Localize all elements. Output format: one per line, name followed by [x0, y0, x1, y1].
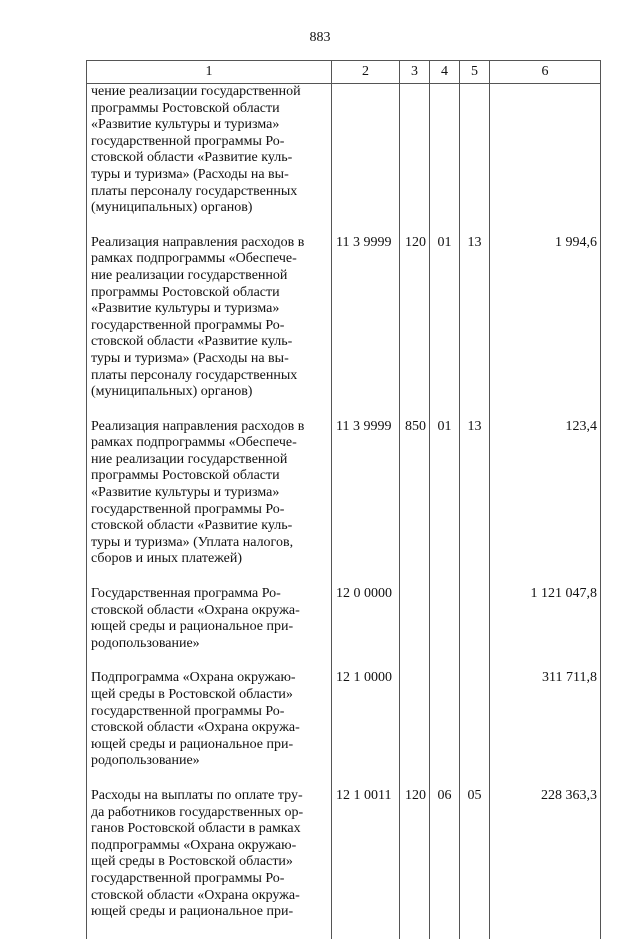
row-code: 11 3 9999	[332, 235, 400, 419]
row-description	[87, 586, 332, 670]
description-line: «Развитие культуры и туризма»	[91, 301, 280, 317]
description-line: ганов Ростовской области в рамках	[91, 821, 301, 837]
row-code: 12 0 0000	[332, 586, 400, 670]
table-row	[87, 419, 601, 586]
description-line: подпрограммы «Охрана окружаю-	[91, 837, 297, 853]
row-expense-type	[400, 586, 430, 670]
description-line: государственной программы Ро-	[91, 870, 285, 886]
row-code: 12 1 0011	[332, 788, 400, 939]
description-line: Подпрограмма «Охрана окружаю-	[91, 670, 296, 686]
row-amount	[490, 84, 601, 235]
row-subsection	[460, 84, 490, 235]
description-line: государственной программы Ро-	[91, 133, 285, 149]
description-line: рамках подпрограммы «Обеспече-	[91, 251, 297, 267]
description-line: туры и туризма» (Расходы на вы-	[91, 166, 289, 182]
column-header-expense-type: 3	[400, 61, 430, 84]
row-subsection	[460, 586, 490, 670]
row-code	[332, 84, 400, 235]
description-line: родопользование»	[91, 753, 200, 769]
budget-table	[86, 60, 601, 939]
description-line: родопользование»	[91, 635, 200, 651]
description-line: ющей среды и рациональное при-	[91, 904, 294, 920]
description-line: «Развитие культуры и туризма»	[91, 485, 280, 501]
row-amount: 1 121 047,8	[490, 586, 601, 670]
description-line: «Развитие культуры и туризма»	[91, 117, 280, 133]
table-header-row	[87, 61, 601, 84]
row-section	[430, 670, 460, 788]
table-row	[87, 84, 601, 235]
description-line: ющей среды и рациональное при-	[91, 736, 294, 752]
row-subsection	[460, 670, 490, 788]
row-subsection: 13	[460, 235, 490, 419]
description-line: Расходы на выплаты по оплате тру-	[91, 787, 303, 803]
row-description	[87, 419, 332, 586]
page-number: 883	[309, 30, 331, 45]
description-line: стовской области «Развитие куль-	[91, 150, 293, 166]
description-line: программы Ростовской области	[91, 284, 280, 300]
description-line: стовской области «Развитие куль-	[91, 518, 293, 534]
row-description	[87, 235, 332, 419]
row-amount: 123,4	[490, 419, 601, 586]
description-line: щей среды в Ростовской области»	[91, 854, 293, 870]
table-row	[87, 235, 601, 419]
description-line: да работников государственных ор-	[91, 804, 304, 820]
row-section: 01	[430, 419, 460, 586]
column-header-name: 1	[87, 61, 332, 84]
description-line: туры и туризма» (Уплата налогов,	[91, 534, 294, 550]
row-expense-type: 850	[400, 419, 430, 586]
row-section	[430, 84, 460, 235]
description-line: стовской области «Охрана окружа-	[91, 602, 300, 618]
row-subsection: 05	[460, 788, 490, 939]
row-section	[430, 586, 460, 670]
row-section: 06	[430, 788, 460, 939]
row-amount: 311 711,8	[490, 670, 601, 788]
row-description	[87, 788, 332, 939]
description-line: программы Ростовской области	[91, 468, 280, 484]
description-line: государственной программы Ро-	[91, 703, 285, 719]
description-line: ющей среды и рациональное при-	[91, 619, 294, 635]
row-expense-type: 120	[400, 235, 430, 419]
table-row	[87, 670, 601, 788]
description-line: стовской области «Охрана окружа-	[91, 720, 300, 736]
row-amount: 228 363,3	[490, 788, 601, 939]
column-header-subsection: 5	[460, 61, 490, 84]
row-description	[87, 84, 332, 235]
column-header-amount: 6	[490, 61, 601, 84]
description-line: ние реализации государственной	[91, 451, 288, 467]
description-line: платы персоналу государственных	[91, 367, 298, 383]
table-body	[87, 84, 601, 939]
column-header-section: 4	[430, 61, 460, 84]
description-line: сборов и иных платежей)	[91, 551, 243, 567]
description-line: ние реализации государственной	[91, 267, 288, 283]
row-expense-type: 120	[400, 788, 430, 939]
row-amount: 1 994,6	[490, 235, 601, 419]
description-line: государственной программы Ро-	[91, 317, 285, 333]
table-row	[87, 788, 601, 939]
description-line: стовской области «Развитие куль-	[91, 334, 293, 350]
row-description	[87, 670, 332, 788]
description-line: платы персоналу государственных	[91, 183, 298, 199]
description-line: щей среды в Ростовской области»	[91, 687, 293, 702]
description-line: (муниципальных) органов)	[91, 200, 253, 216]
row-expense-type	[400, 84, 430, 235]
description-line: Реализация направления расходов в	[91, 234, 305, 250]
column-header-code: 2	[332, 61, 400, 84]
description-line: туры и туризма» (Расходы на вы-	[91, 350, 289, 366]
table-row	[87, 586, 601, 670]
description-line: чение реализации государственной	[91, 84, 301, 99]
description-line: (муниципальных) органов)	[91, 384, 253, 400]
row-expense-type	[400, 670, 430, 788]
row-subsection: 13	[460, 419, 490, 586]
row-code: 11 3 9999	[332, 419, 400, 586]
description-line: программы Ростовской области	[91, 100, 280, 116]
description-line: рамках подпрограммы «Обеспече-	[91, 435, 297, 451]
description-line: Государственная программа Ро-	[91, 586, 281, 602]
row-section: 01	[430, 235, 460, 419]
row-code: 12 1 0000	[332, 670, 400, 788]
description-line: государственной программы Ро-	[91, 501, 285, 517]
description-line: стовской области «Охрана окружа-	[91, 887, 300, 903]
description-line: Реализация направления расходов в	[91, 418, 305, 434]
